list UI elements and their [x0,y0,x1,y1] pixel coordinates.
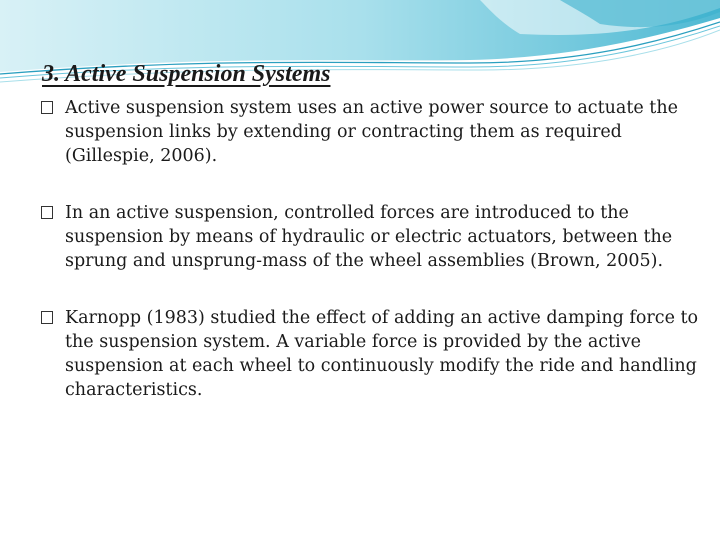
bullet-item [40,96,700,168]
bullet-text: Active suspension system uses an active power source to actuate the suspension links by extending or contracting them as required (Gillespie, 2006). [65,98,678,166]
bullet-text: In an active suspension, controlled forces are introduced to the suspension by means of hydraulic or electric actuators, between the sprung and unsprung-mass of the wheel assemblies (Brown, 2005). [65,203,673,271]
bullet-list [40,96,700,402]
slide-title: 3. Active Suspension Systems [42,61,331,87]
missing-glyph-box-icon [41,311,53,324]
missing-glyph-box-icon [41,206,53,219]
bullet-item [40,306,700,402]
bullet-item [40,201,700,273]
bullet-text: Karnopp (1983) studied the effect of adding an active damping force to the suspension system. A variable force is provided by the active suspension at each wheel to continuously modify the ride and handling characteristics. [65,308,699,400]
missing-glyph-box-icon [41,101,53,114]
